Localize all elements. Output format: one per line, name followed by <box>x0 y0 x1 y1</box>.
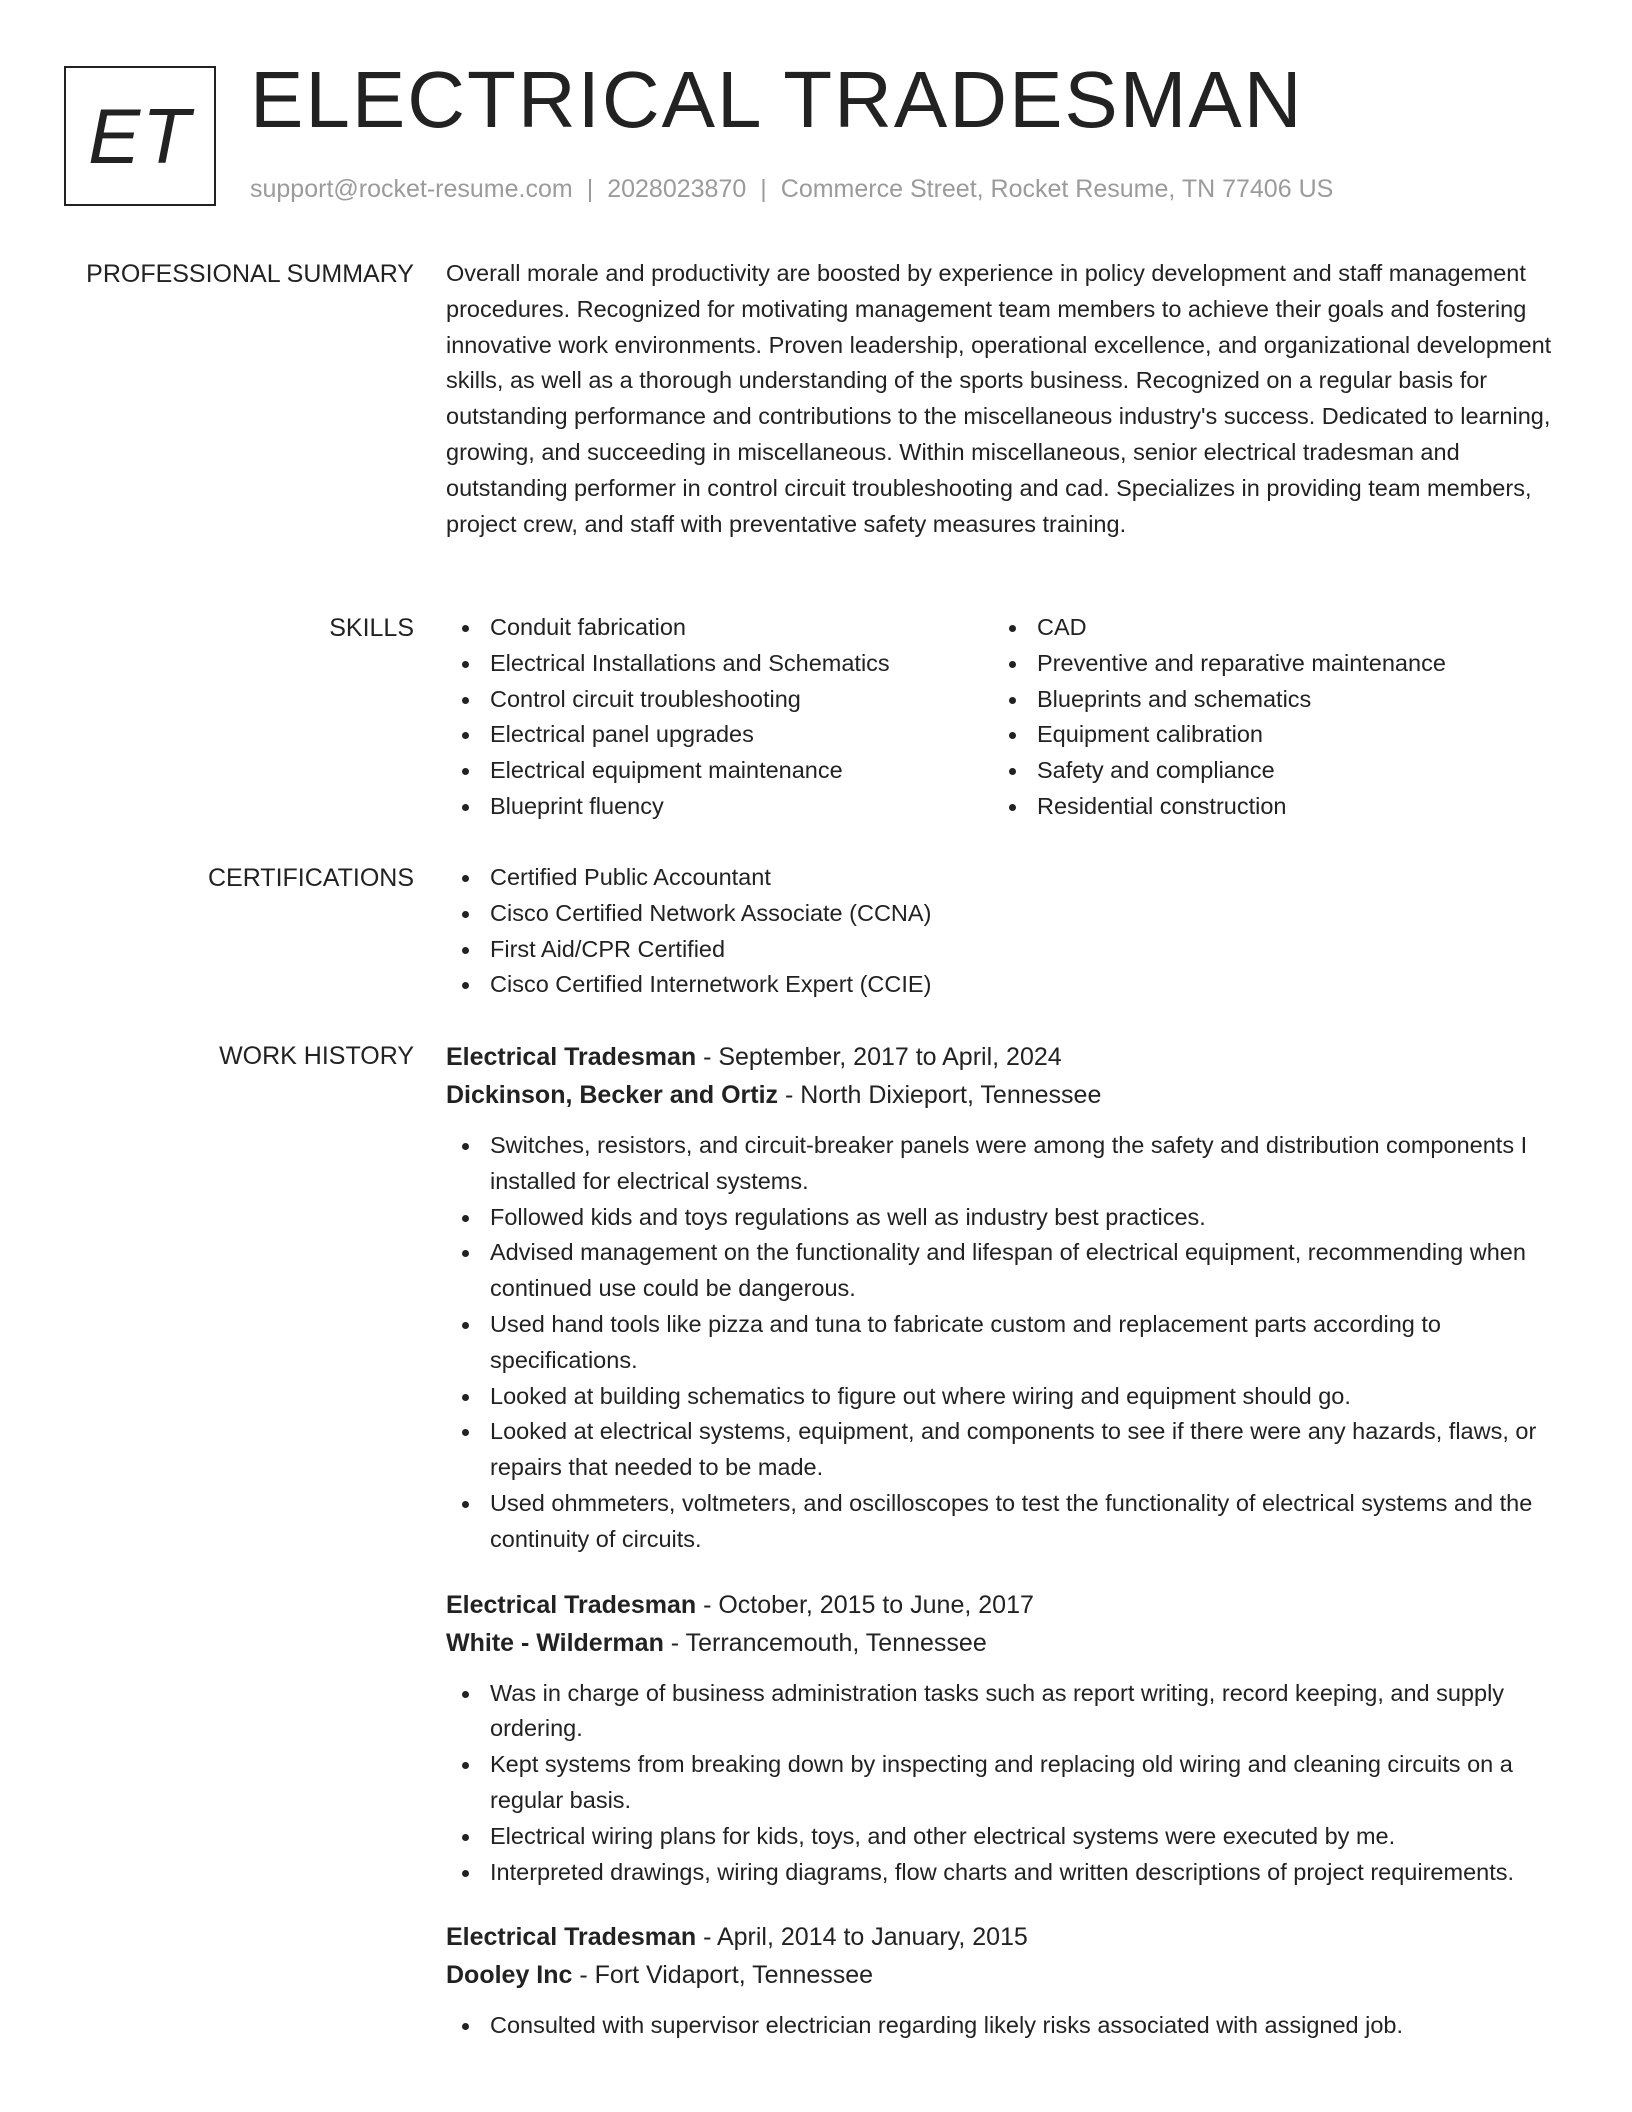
monogram-initials: ET <box>88 91 192 180</box>
skill-item: Safety and compliance <box>993 753 1540 789</box>
job-duty-item: Used ohmmeters, voltmeters, and oscilloscopes to test the functionality of electrical systems and the continuity of circuits. <box>446 1486 1566 1558</box>
job-duties-list <box>446 2008 1566 2044</box>
certifications-list <box>446 860 1566 1003</box>
bullet-dot <box>462 732 469 739</box>
job-duties-list <box>446 1128 1566 1558</box>
bullet-dot <box>1009 661 1016 668</box>
certification-item: First Aid/CPR Certified <box>446 932 1566 968</box>
job-company-line <box>446 1076 1566 1114</box>
skill-item: Blueprints and schematics <box>993 682 1540 718</box>
job-location: - Fort Vidaport, Tennessee <box>572 1961 874 1990</box>
bullet-dot <box>1009 804 1016 811</box>
skill-item: Electrical panel upgrades <box>446 717 993 753</box>
job-duty-item: Looked at building schematics to figure out where wiring and equipment should go. <box>446 1379 1566 1415</box>
skills-heading: SKILLS <box>329 614 414 642</box>
skills-list-left <box>446 610 993 825</box>
page-title: ELECTRICAL TRADESMAN <box>250 55 1304 144</box>
work-history-heading: WORK HISTORY <box>219 1042 414 1070</box>
bullet-dot <box>462 1762 469 1769</box>
skill-item: Electrical Installations and Schematics <box>446 646 993 682</box>
bullet-dot <box>462 875 469 882</box>
job-duty-item: Switches, resistors, and circuit-breaker panels were among the safety and distribution components I installed for electrical systems. <box>446 1128 1566 1200</box>
summary-body <box>446 256 1566 542</box>
job-company: White - Wilderman <box>446 1628 664 1657</box>
job-duty-item: Was in charge of business administration tasks such as report writing, record keeping, and supply ordering. <box>446 1676 1566 1748</box>
job-title-line <box>446 1586 1566 1624</box>
summary-text: Overall morale and productivity are boosted by experience in policy development and staff management procedures. Recognized for motivating management team members to achieve their goals and fostering innovative work environments. Proven leadership, operational excellence, and organizational development skills, as well as a thorough understanding of the sports business. Recognized on a regular basis for outstanding performance and contributions to the miscellaneous industry's success. Dedicated to learning, growing, and succeeding in miscellaneous. Within miscellaneous, senior electrical tradesman and outstanding performer in control circuit troubleshooting and cad. Specializes in providing team members, project crew, and staff with preventative safety measures training. <box>446 260 1552 537</box>
certifications-body <box>446 860 1566 1003</box>
skill-item: Conduit fabrication <box>446 610 993 646</box>
job-title-line <box>446 1918 1566 1956</box>
bullet-dot <box>462 2023 469 2030</box>
bullet-dot <box>462 1834 469 1841</box>
job-duties-list <box>446 1676 1566 1891</box>
contact-line <box>250 174 1333 204</box>
skill-item: Residential construction <box>993 789 1540 825</box>
job-location: - North Dixieport, Tennessee <box>778 1081 1102 1109</box>
bullet-dot <box>462 804 469 811</box>
bullet-dot <box>462 1143 469 1150</box>
job-title-line <box>446 1038 1566 1076</box>
bullet-dot <box>462 661 469 668</box>
job-company: Dickinson, Becker and Ortiz <box>446 1081 779 1109</box>
skills-column-left <box>446 610 993 825</box>
bullet-dot <box>462 1501 469 1508</box>
skill-item: Blueprint fluency <box>446 789 993 825</box>
job-duty-item: Looked at electrical systems, equipment, and components to see if there were any hazards, flaws, or repairs that needed to be made. <box>446 1414 1566 1486</box>
job-dates: - September, 2017 to April, 2024 <box>696 1043 1062 1071</box>
job-entry <box>446 1038 1566 1558</box>
bullet-dot <box>1009 697 1016 704</box>
certification-item: Certified Public Accountant <box>446 860 1566 896</box>
job-duty-item: Consulted with supervisor electrician regarding likely risks associated with assigned job. <box>446 2008 1566 2044</box>
skills-body <box>446 610 1566 825</box>
skills-list-right <box>993 610 1540 825</box>
skill-item: Preventive and reparative maintenance <box>993 646 1540 682</box>
bullet-dot <box>1009 625 1016 632</box>
bullet-dot <box>462 768 469 775</box>
job-title: Electrical Tradesman <box>446 1043 697 1071</box>
bullet-dot <box>462 697 469 704</box>
skill-item: CAD <box>993 610 1540 646</box>
job-duty-item: Advised management on the functionality and lifespan of electrical equipment, recommending when continued use could be dangerous. <box>446 1235 1566 1307</box>
bullet-dot <box>462 1322 469 1329</box>
job-company-line <box>446 1956 1566 1994</box>
job-company-line <box>446 1624 1566 1662</box>
work-history-body <box>446 1038 1566 2072</box>
bullet-dot <box>462 1250 469 1257</box>
skill-item: Control circuit troubleshooting <box>446 682 993 718</box>
skill-item: Equipment calibration <box>993 717 1540 753</box>
job-title: Electrical Tradesman <box>446 1590 697 1619</box>
contact-phone: 2028023870 <box>607 175 747 203</box>
job-entry <box>446 1586 1566 1891</box>
bullet-dot <box>462 1215 469 1222</box>
bullet-dot <box>462 947 469 954</box>
bullet-dot <box>1009 768 1016 775</box>
job-duty-item: Used hand tools like pizza and tuna to fabricate custom and replacement parts according to specifications. <box>446 1307 1566 1379</box>
job-duty-item: Electrical wiring plans for kids, toys, and other electrical systems were executed by me. <box>446 1819 1566 1855</box>
bullet-dot <box>1009 732 1016 739</box>
job-duty-item: Kept systems from breaking down by inspecting and replacing old wiring and cleaning circuits on a regular basis. <box>446 1747 1566 1819</box>
certification-item: Cisco Certified Internetwork Expert (CCIE) <box>446 967 1566 1003</box>
skill-item: Electrical equipment maintenance <box>446 753 993 789</box>
bullet-dot <box>462 1429 469 1436</box>
skills-column-right <box>993 610 1540 825</box>
bullet-dot <box>462 1870 469 1877</box>
job-duty-item: Interpreted drawings, wiring diagrams, flow charts and written descriptions of project requirements. <box>446 1855 1566 1891</box>
job-entry <box>446 1918 1566 2044</box>
summary-heading: PROFESSIONAL SUMMARY <box>86 260 414 288</box>
job-location: - Terrancemouth, Tennessee <box>663 1628 987 1657</box>
monogram-badge <box>64 66 216 206</box>
bullet-dot <box>462 1394 469 1401</box>
bullet-dot <box>462 911 469 918</box>
contact-separator: | <box>586 175 594 203</box>
certifications-heading: CERTIFICATIONS <box>207 864 414 892</box>
job-dates: - October, 2015 to June, 2017 <box>696 1590 1034 1619</box>
contact-email: support@rocket-resume.com <box>250 175 573 203</box>
job-company: Dooley Inc <box>446 1961 573 1990</box>
contact-address: Commerce Street, Rocket Resume, TN 77406 US <box>780 175 1334 203</box>
job-dates: - April, 2014 to January, 2015 <box>696 1923 1028 1952</box>
bullet-dot <box>462 625 469 632</box>
bullet-dot <box>462 1691 469 1698</box>
contact-separator: | <box>760 175 767 203</box>
certification-item: Cisco Certified Network Associate (CCNA) <box>446 896 1566 932</box>
job-duty-item: Followed kids and toys regulations as well as industry best practices. <box>446 1200 1566 1236</box>
bullet-dot <box>462 982 469 989</box>
job-title: Electrical Tradesman <box>446 1923 697 1952</box>
